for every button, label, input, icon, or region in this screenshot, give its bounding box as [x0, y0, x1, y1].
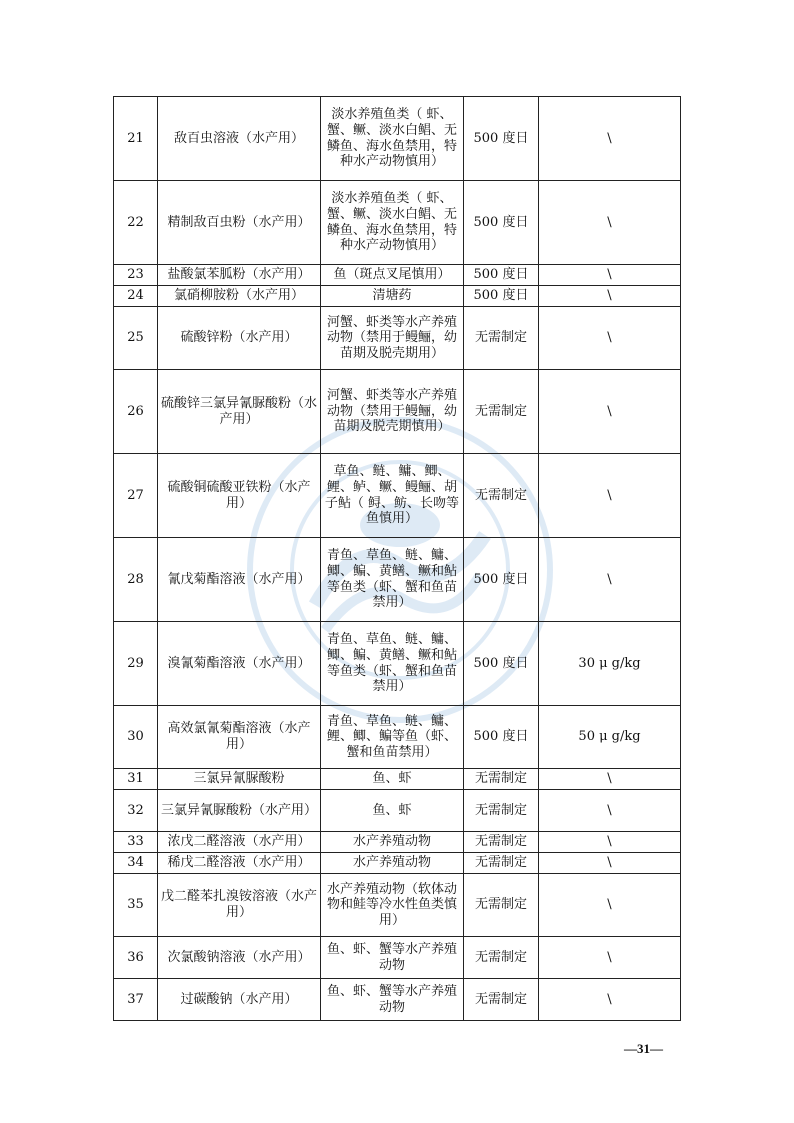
table-row	[114, 937, 681, 979]
row-number: 37	[114, 979, 158, 1021]
target-species: 鱼、虾	[321, 769, 464, 790]
table-row	[114, 370, 681, 454]
table-row	[114, 832, 681, 853]
drug-name: 三氯异氰脲酸粉（水产用）	[158, 790, 321, 832]
withdrawal-period: 无需制定	[464, 370, 539, 454]
withdrawal-period: 500 度日	[464, 286, 539, 307]
residue-limit: 30 μ g/kg	[539, 622, 681, 706]
row-number: 33	[114, 832, 158, 853]
residue-limit: \	[539, 853, 681, 874]
table-row	[114, 979, 681, 1021]
withdrawal-period: 500 度日	[464, 622, 539, 706]
drug-name: 过碳酸钠（水产用）	[158, 979, 321, 1021]
drug-table	[113, 96, 681, 1021]
table-row	[114, 181, 681, 265]
drug-name: 溴氰菊酯溶液（水产用）	[158, 622, 321, 706]
withdrawal-period: 无需制定	[464, 790, 539, 832]
drug-name: 次氯酸钠溶液（水产用）	[158, 937, 321, 979]
withdrawal-period: 无需制定	[464, 979, 539, 1021]
target-species: 青鱼、草鱼、鲢、鳙、鲤、鲫、鳊等鱼（虾、蟹和鱼苗禁用）	[321, 706, 464, 769]
table-row	[114, 538, 681, 622]
target-species: 鱼、虾、蟹等水产养殖动物	[321, 937, 464, 979]
withdrawal-period: 无需制定	[464, 937, 539, 979]
table-row	[114, 769, 681, 790]
table-row	[114, 622, 681, 706]
residue-limit: \	[539, 181, 681, 265]
residue-limit: \	[539, 937, 681, 979]
residue-limit: \	[539, 790, 681, 832]
row-number: 36	[114, 937, 158, 979]
row-number: 24	[114, 286, 158, 307]
residue-limit: \	[539, 286, 681, 307]
target-species: 鱼、虾、蟹等水产养殖动物	[321, 979, 464, 1021]
residue-limit: \	[539, 979, 681, 1021]
target-species: 水产养殖动物	[321, 832, 464, 853]
row-number: 30	[114, 706, 158, 769]
drug-name: 氯硝柳胺粉（水产用）	[158, 286, 321, 307]
withdrawal-period: 无需制定	[464, 853, 539, 874]
withdrawal-period: 无需制定	[464, 874, 539, 937]
drug-name: 戊二醛苯扎溴铵溶液（水产用）	[158, 874, 321, 937]
target-species: 草鱼、鲢、鳙、鲫、鲤、鲈、鳜、鳗鲡、胡子鲇（ 鲟、鲂、长吻等鱼慎用）	[321, 454, 464, 538]
table-row	[114, 265, 681, 286]
residue-limit: 50 μ g/kg	[539, 706, 681, 769]
target-species: 清塘药	[321, 286, 464, 307]
page-number: —31—	[624, 1041, 663, 1056]
row-number: 22	[114, 181, 158, 265]
residue-limit: \	[539, 874, 681, 937]
drug-name: 浓戊二醛溶液（水产用）	[158, 832, 321, 853]
residue-limit: \	[539, 538, 681, 622]
drug-name: 稀戊二醛溶液（水产用）	[158, 853, 321, 874]
row-number: 21	[114, 97, 158, 181]
table-row	[114, 853, 681, 874]
row-number: 27	[114, 454, 158, 538]
withdrawal-period: 无需制定	[464, 307, 539, 370]
table-row	[114, 790, 681, 832]
residue-limit: \	[539, 265, 681, 286]
withdrawal-period: 无需制定	[464, 454, 539, 538]
table-row	[114, 706, 681, 769]
row-number: 35	[114, 874, 158, 937]
drug-name: 三氯异氰脲酸粉	[158, 769, 321, 790]
drug-name: 硫酸铜硫酸亚铁粉（水产用）	[158, 454, 321, 538]
table-row	[114, 874, 681, 937]
target-species: 鱼（斑点叉尾慎用）	[321, 265, 464, 286]
drug-name: 氰戊菊酯溶液（水产用）	[158, 538, 321, 622]
target-species: 河蟹、虾类等水产养殖动物（禁用于鳗鲡，幼苗期及脱壳期慎用）	[321, 370, 464, 454]
target-species: 青鱼、草鱼、鲢、鳙、鲫、鳊、黄鳝、鳜和鲇等鱼类（虾、蟹和鱼苗禁用）	[321, 622, 464, 706]
residue-limit: \	[539, 370, 681, 454]
drug-name: 敌百虫溶液（水产用）	[158, 97, 321, 181]
target-species: 鱼、虾	[321, 790, 464, 832]
withdrawal-period: 500 度日	[464, 97, 539, 181]
target-species: 水产养殖动物	[321, 853, 464, 874]
drug-name: 高效氯氰菊酯溶液（水产用）	[158, 706, 321, 769]
target-species: 青鱼、草鱼、鲢、鳙、鲫、鳊、黄鳝、鳜和鲇等鱼类（虾、蟹和鱼苗禁用）	[321, 538, 464, 622]
withdrawal-period: 无需制定	[464, 832, 539, 853]
table-row	[114, 286, 681, 307]
withdrawal-period: 500 度日	[464, 538, 539, 622]
row-number: 32	[114, 790, 158, 832]
row-number: 29	[114, 622, 158, 706]
residue-limit: \	[539, 454, 681, 538]
target-species: 淡水养殖鱼类（ 虾、蟹、鳜、淡水白鲳、无鳞鱼、海水鱼禁用，特种水产动物慎用）	[321, 97, 464, 181]
row-number: 28	[114, 538, 158, 622]
row-number: 34	[114, 853, 158, 874]
table-row	[114, 454, 681, 538]
row-number: 31	[114, 769, 158, 790]
row-number: 23	[114, 265, 158, 286]
residue-limit: \	[539, 307, 681, 370]
residue-limit: \	[539, 769, 681, 790]
withdrawal-period: 无需制定	[464, 769, 539, 790]
row-number: 25	[114, 307, 158, 370]
residue-limit: \	[539, 97, 681, 181]
drug-name: 硫酸锌粉（水产用）	[158, 307, 321, 370]
withdrawal-period: 500 度日	[464, 181, 539, 265]
residue-limit: \	[539, 832, 681, 853]
withdrawal-period: 500 度日	[464, 706, 539, 769]
target-species: 淡水养殖鱼类（ 虾、蟹、鳜、淡水白鲳、无鳞鱼、海水鱼禁用，特种水产动物慎用）	[321, 181, 464, 265]
withdrawal-period: 500 度日	[464, 265, 539, 286]
table-row	[114, 307, 681, 370]
drug-name: 硫酸锌三氯异氰脲酸粉（水产用）	[158, 370, 321, 454]
target-species: 河蟹、虾类等水产养殖动物（禁用于鳗鲡，幼苗期及脱壳期用）	[321, 307, 464, 370]
row-number: 26	[114, 370, 158, 454]
table-row	[114, 97, 681, 181]
drug-name: 盐酸氯苯胍粉（水产用）	[158, 265, 321, 286]
target-species: 水产养殖动物（软体动物和鲑等冷水性鱼类慎用）	[321, 874, 464, 937]
drug-name: 精制敌百虫粉（水产用）	[158, 181, 321, 265]
